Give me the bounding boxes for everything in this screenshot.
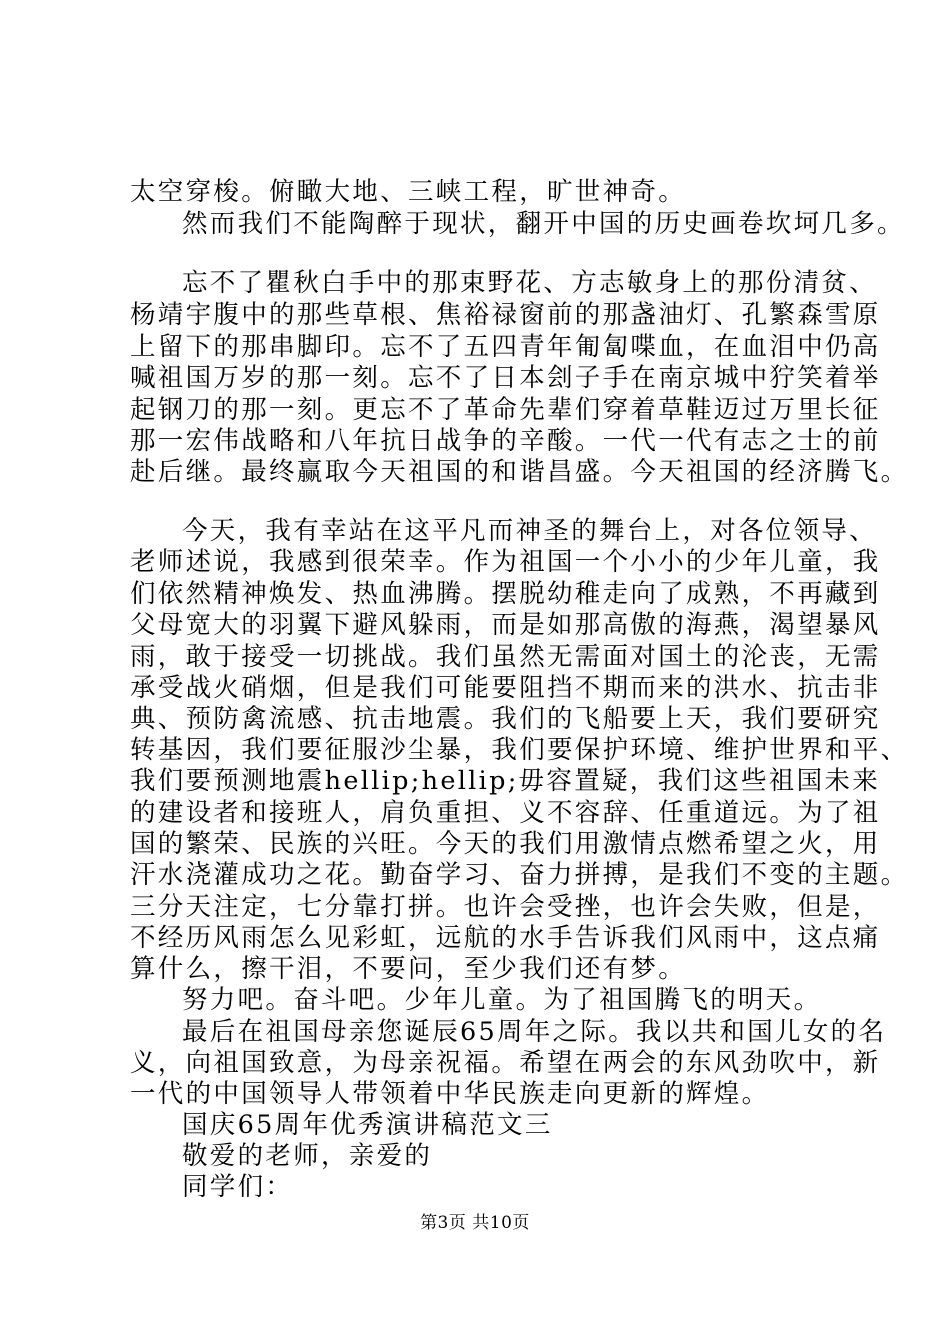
text-line-12: 们依然精神焕发、热血沸腾。摆脱幼稚走向了成熟，不再藏到 — [130, 579, 881, 609]
text-line-23: 不经历风雨怎么见彩虹，远航的水手告诉我们风雨中，这点痛 — [130, 923, 881, 953]
text-line-7: 起钢刀的那一刻。更忘不了革命先辈们穿着草鞋迈过万里长征 — [130, 395, 881, 425]
text-line-25: 努力吧。奋斗吧。少年儿童。为了祖国腾飞的明天。 — [182, 985, 822, 1015]
text-line-21: 汗水浇灌成功之花。勤奋学习、奋力拼搏，是我们不变的主题。 — [130, 860, 909, 890]
text-line-5: 上留下的那串脚印。忘不了五四青年匍匐喋血，在血泪中仍高 — [130, 332, 881, 362]
text-line-22: 三分天注定，七分靠打拼。也许会受挫，也许会失败，但是， — [130, 892, 881, 922]
text-line-16: 典、预防禽流感、抗击地震。我们的飞船要上天，我们要研究 — [130, 704, 881, 734]
section-heading: 国庆65周年优秀演讲稿范文三 — [182, 1110, 553, 1140]
text-line-3: 忘不了瞿秋白手中的那束野花、方志敏身上的那份清贫、 — [182, 268, 878, 298]
text-line-6: 喊祖国万岁的那一刻。忘不了日本刽子手在南京城中狞笑着举 — [130, 363, 881, 393]
text-line-4: 杨靖宇腹中的那些草根、焦裕禄窗前的那盏油灯、孔繁森雪原 — [130, 300, 881, 330]
text-line-9: 赴后继。最终赢取今天祖国的和谐昌盛。今天祖国的经济腾飞。 — [130, 457, 909, 487]
text-line-11: 老师述说，我感到很荣幸。作为祖国一个小小的少年儿童，我 — [130, 547, 881, 577]
text-line-27: 义，向祖国致意，为母亲祝福。希望在两会的东风劲吹中，新 — [130, 1048, 881, 1078]
text-line-17: 转基因，我们要征服沙尘暴，我们要保护环境、维护世界和平、 — [130, 735, 909, 765]
text-line-13: 父母宽大的羽翼下避风躲雨，而是如那高傲的海燕，渴望暴风 — [130, 610, 881, 640]
text-line-28: 一代的中国领导人带领着中华民族走向更新的辉煌。 — [130, 1079, 770, 1109]
text-line-18: 我们要预测地震hellip;hellip;毋容置疑，我们这些祖国未来 — [130, 766, 880, 796]
text-line-31: 同学们： — [182, 1172, 294, 1202]
text-line-14: 雨，敢于接受一切挑战。我们虽然无需面对国土的沦丧，无需 — [130, 642, 881, 672]
text-line-1: 太空穿梭。俯瞰大地、三峡工程，旷世神奇。 — [130, 177, 687, 207]
text-line-2: 然而我们不能陶醉于现状，翻开中国的历史画卷坎坷几多。 — [182, 209, 905, 239]
text-line-19: 的建设者和接班人，肩负重担、义不容辞、任重道远。为了祖 — [130, 798, 881, 828]
text-line-20: 国的繁荣、民族的兴旺。今天的我们用激情点燃希望之火，用 — [130, 829, 881, 859]
text-line-10: 今天，我有幸站在这平凡而神圣的舞台上，对各位领导、 — [182, 516, 878, 546]
text-line-30: 敬爱的老师，亲爱的 — [182, 1141, 433, 1171]
text-line-24: 算什么，擦干泪，不要问，至少我们还有梦。 — [130, 954, 687, 984]
text-line-15: 承受战火硝烟，但是我们可能要阻挡不期而来的洪水、抗击非 — [130, 673, 881, 703]
text-line-8: 那一宏伟战略和八年抗日战争的辛酸。一代一代有志之士的前 — [130, 426, 881, 456]
page-footer: 第3页 共10页 — [420, 1213, 530, 1233]
text-line-26: 最后在祖国母亲您诞辰65周年之际。我以共和国儿女的名 — [182, 1017, 887, 1047]
